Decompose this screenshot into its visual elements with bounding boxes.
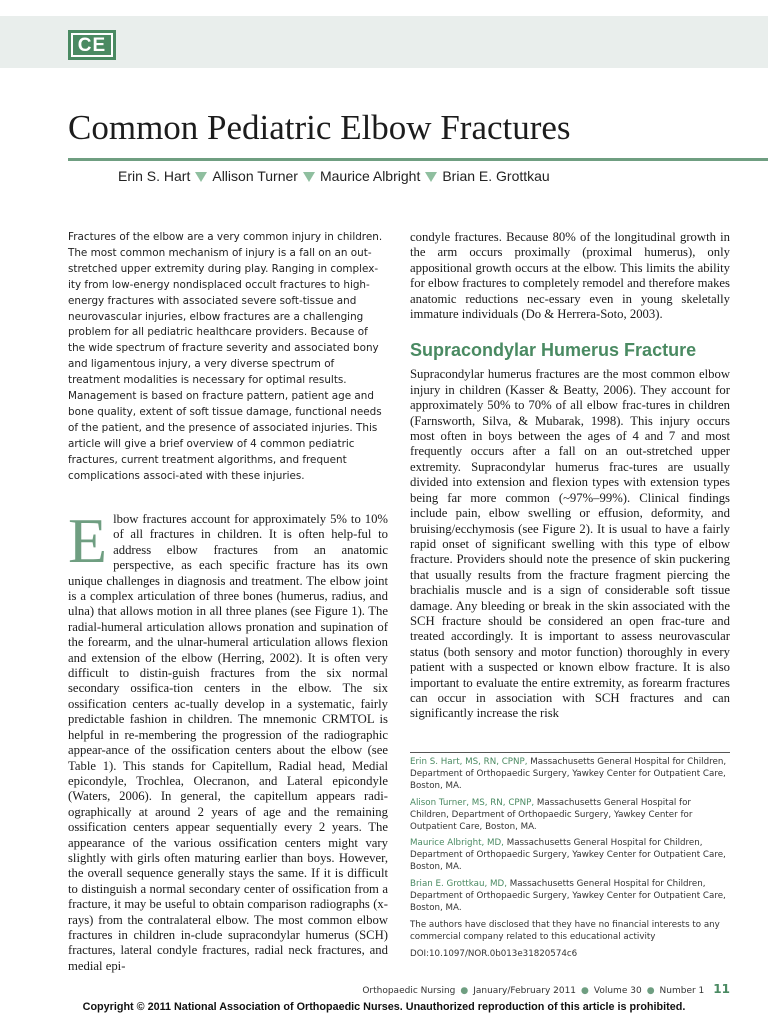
journal-name: Orthopaedic Nursing [362, 986, 456, 996]
bullet-icon: ● [581, 986, 589, 996]
footnote-affiliation: Massachusetts General Hospital for Children, Department of Orthopaedic Surgery, Yawkey Center for Outpatient Care, Boston, MA. [410, 879, 726, 913]
author-footnotes [410, 757, 730, 966]
volume: Volume 30 [593, 986, 642, 996]
author-name: Allison Turner [212, 168, 298, 184]
footnote-affiliation: Massachusetts General Hospital for Children, Department of Orthopaedic Surgery, Yawkey Center for Outpatient Care, Boston, MA. [410, 797, 693, 832]
author-name: Brian E. Grottkau [442, 168, 550, 184]
issue-date: January/February 2011 [473, 986, 577, 996]
footnote-item [410, 798, 730, 834]
footnote-item [410, 879, 730, 915]
triangle-separator-icon [303, 172, 315, 182]
bullet-icon: ● [646, 986, 655, 996]
running-footer [360, 982, 730, 996]
page-number: 11 [713, 982, 730, 996]
footnote-item [410, 838, 730, 874]
ce-badge-label: CE [73, 35, 111, 55]
doi[interactable]: DOI:10.1097/NOR.0b013e31820574c6 [410, 948, 578, 959]
footnote-author: Brian E. Grottkau, MD, [410, 879, 507, 890]
footnote-item [410, 757, 730, 793]
footnote-author: Erin S. Hart, MS, RN, CPNP, [410, 757, 528, 767]
left-column [68, 230, 388, 485]
footnote-affiliation: Massachusetts General Hospital for Children, Department of Orthopaedic Surgery, Yawkey Center for Outpatient Care, Boston, MA. [410, 838, 726, 873]
footnote-rule [410, 752, 730, 753]
footnote-author: Maurice Albright, MD, [410, 838, 504, 849]
abstract: Fractures of the elbow are a very common injury in children. The most common mechanism of injury is a fall on an out-stretched upper extremity during play. Ranging in complex-ity from low-energy nondisplaced occult fractures to high-energy fractures with associated severe soft-tissue and neurovascular injuries, elbow fractures are a challenging problem for all pediatric healthcare providers. Because of the wide spectrum of fracture severity and associated bony and ligamentous injury, a very diverse spectrum of treatment modalities is necessary for optimal results. Management is based on fracture pattern, patient age and bone quality, extent of soft tissue damage, functional needs of the patient, and the presence of associated injuries. This article will give a brief overview of 4 common pediatric fractures, current treatment algorithms, and frequent complications associ-ated with these injuries. [68, 231, 383, 482]
triangle-separator-icon [425, 172, 437, 182]
section-paragraph: Supracondylar humerus fractures are the most common elbow injury in children (Kasser & Beatty, 2006). They account for approximately 50% to 70% of all elbow frac-tures in children (Farnsworth, Silva, & Mubarak, 1998). This injury occurs most often in boys between the ages of 4 and 7 and most frequently occurs after a fall on an out-stretched upper extremity. Supracondylar humerus frac-tures are usually divided into extension and flexion types with extension types being far more common (~97%–99%). Clinical findings include pain, elbow swelling or effusion, deformity, and bruising/ecchymosis (see Figure 2). It is usual to have a fairly rapid onset of significant swelling with this type of elbow fracture. Providers should note the presence of skin puckering that usually results from the fracture fragment piercing the brachialis muscle and is a sign of considerable soft tissue damage. Any bleeding or break in the skin associated with the SCH fracture should be considered an open frac-ture and treated accordingly. It is important to assess neurovascular status (both sensory and motor function) thoroughly in every patient with a suspected or known elbow fracture. It is also important to evaluate the entire extremity, as forearm fractures can occur in association with SCH fractures and can significantly increase the risk [410, 367, 730, 721]
title-rule [68, 158, 768, 161]
footnote-affiliation: Massachusetts General Hospital for Children, Department of Orthopaedic Surgery, Yawkey Center for Outpatient Care, Boston, MA. [410, 757, 727, 791]
author-list [118, 168, 550, 184]
triangle-separator-icon [195, 172, 207, 182]
author-name: Maurice Albright [319, 168, 421, 184]
right-column [410, 230, 730, 722]
bullet-icon: ● [460, 986, 469, 996]
section-heading: Supracondylar Humerus Fracture [410, 340, 697, 361]
copyright-notice: Copyright © 2011 National Association of Orthopaedic Nurses. Unauthorized reproduction of this article is prohibited. [82, 1001, 686, 1013]
drop-cap: E [68, 505, 108, 576]
continued-paragraph: condyle fractures. Because 80% of the longitudinal growth in the arm occurs proximally (proximal humerus), only appositional growth occurs at the elbow. This limits the ability for elbow fractures to completely remodel and therefore makes anatomic reductions nec-essary even in young skeletally immature individuals (Do & Herrera-Soto, 2003). [410, 230, 730, 322]
intro-section [68, 505, 388, 974]
author-name: Erin S. Hart [118, 168, 191, 184]
article-title: Common Pediatric Elbow Fractures [68, 108, 571, 147]
intro-text: lbow fractures account for approximately 5% to 10% of all fractures in children. It is often help-ful to address elbow fractures from an anatomic perspective, as each specific fracture has its own unique challenges in diagnosis and treatment. The elbow joint is a complex articulation of three bones (humerus, radius, and ulna) that allows motion in all three planes (see Figure 1). The radial-humeral articulation allows pronation and supination of the forearm, and the ulnar-humeral articulation allows flexion and extension of the elbow (Herring, 2002). It is often very difficult to distin-guish fractures from the six normal secondary ossifica-tion centers in the elbow. The six ossification centers ac-tually develop in a systematic, fairly predictable fashion in children. The mnemonic CRMTOL is helpful in re-membering the progression of the radiographic appear-ance of the ossification centers about the elbow (see Table 1). This stands for Capitellum, Radial head, Medial epicondyle, Trochlea, Olecranon, and Lateral epicondyle (Waters, 2006). In general, the capitellum appears radi-ographically at around 2 years of age and the remaining ossification centers appear sequentially every 2 years. The appearance of the various ossification centers might vary slightly with girls often maturing earlier than boys. However, the overall sequence generally stays the same. If it is difficult to distinguish a normal secondary center of ossification from a fracture, it may be useful to obtain comparison radiographs (x-rays) from the contralateral elbow. The most common elbow fractures in children in-clude supracondylar humerus (SCH) fractures, lateral condyle fractures, radial neck fractures, and medial epi- [68, 512, 388, 973]
intro-paragraph [68, 505, 388, 974]
ce-badge [68, 30, 116, 60]
footnote-author: Alison Turner, MS, RN, CPNP, [410, 797, 535, 808]
issue-number: Number 1 [659, 986, 705, 996]
disclosure: The authors have disclosed that they have no financial interests to any commercial company related to this educational activity [410, 919, 720, 942]
